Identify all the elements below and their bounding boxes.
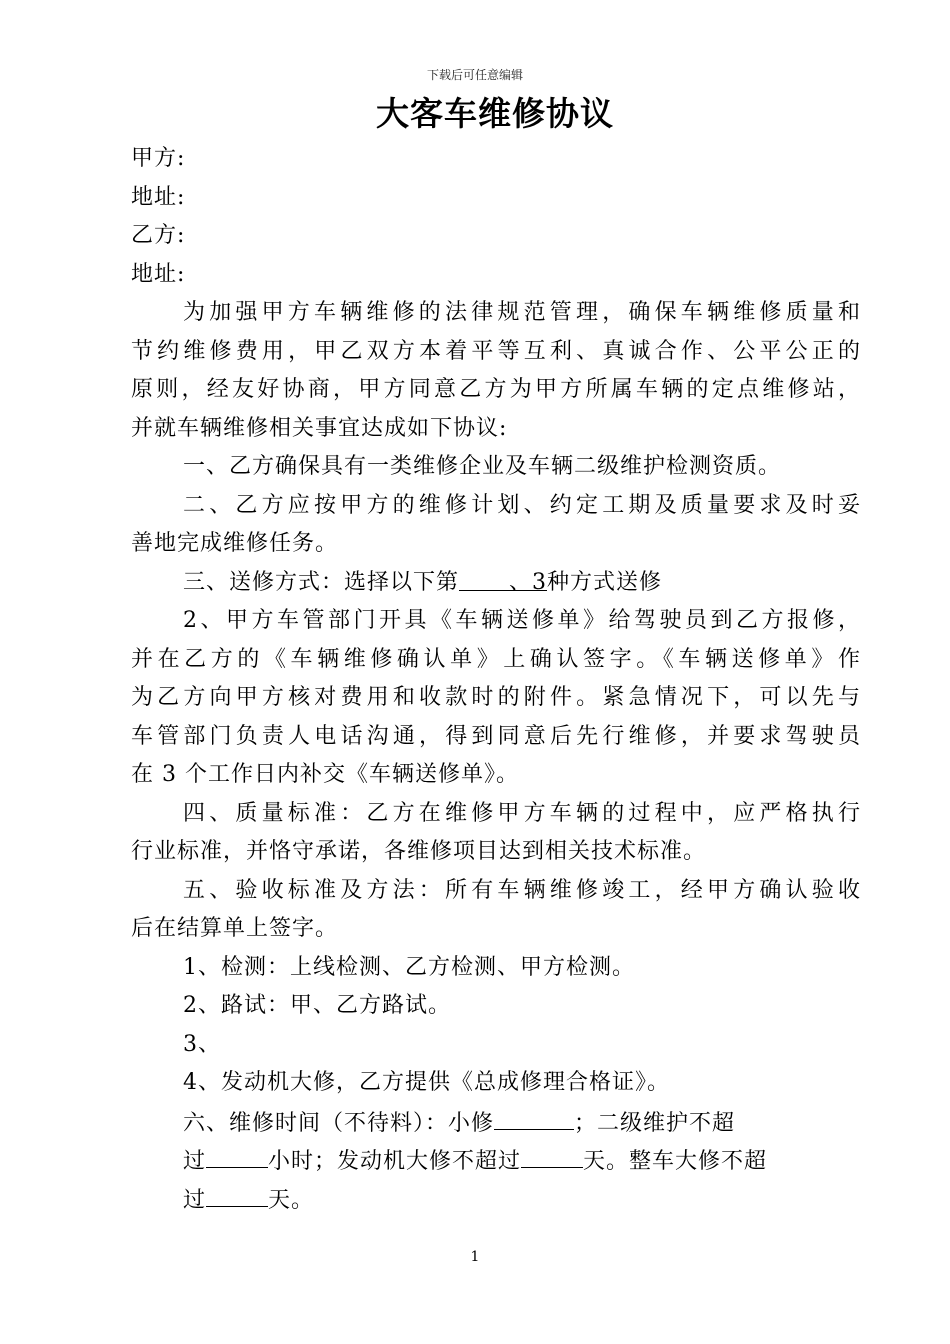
- clause-5-item: 2、路试：甲、乙方路试。: [183, 993, 451, 1018]
- clause-6-text: 天。整车大修不超: [583, 1149, 768, 1174]
- address-b-label: 地址:: [131, 261, 186, 287]
- clause-5-line: 后在结算单上签字。: [131, 916, 339, 941]
- document-body: [131, 140, 861, 1218]
- vehicle-overhaul-days-blank: [206, 1180, 268, 1207]
- clause-5-item: 4、发动机大修，乙方提供《总成修理合格证》。: [183, 1070, 670, 1095]
- clause-2-line: 善地完成维修任务。: [131, 531, 339, 556]
- minor-repair-blank: [494, 1103, 574, 1130]
- clause-6-line: [131, 1180, 861, 1219]
- clause-5-item: 1、检测：上线检测、乙方检测、甲方检测。: [183, 954, 635, 980]
- clause-3-item2-line: 在 3 个工作日内补交《车辆送修单》。: [131, 762, 519, 787]
- clause-1: 一、乙方确保具有一类维修企业及车辆二级维护检测资质。: [183, 454, 782, 479]
- clause-6-line: [131, 1141, 861, 1180]
- party-b-label: 乙方:: [131, 223, 186, 248]
- clause-6-text: 六、维修时间（不待料）：小修: [183, 1110, 495, 1136]
- header-note: 下载后可任意编辑: [426, 68, 523, 82]
- maintenance-hours-blank: [206, 1141, 268, 1168]
- clause-3-item2-line: 为乙方向甲方核对费用和收款时的附件。紧急情况下，可以先与: [131, 685, 861, 710]
- document-title: 大客车维修协议: [376, 94, 614, 133]
- clause-3-suffix: 种方式送修: [547, 569, 663, 595]
- clause-2-line: 二、乙方应按甲方的维修计划、约定工期及质量要求及时妥: [183, 492, 861, 518]
- clause-6-text: 小时；发动机大修不超过: [268, 1149, 522, 1174]
- clause-6-text: 过: [183, 1149, 207, 1174]
- clause-6-text: ；二级维护不超: [574, 1110, 736, 1136]
- clause-3-item2-line: 并在乙方的《车辆维修确认单》上确认签字。《车辆送修单》作: [131, 646, 861, 672]
- clause-5-line: 五、验收标准及方法：所有车辆维修竣工，经甲方确认验收: [183, 877, 861, 903]
- intro-line: 并就车辆维修相关事宜达成如下协议:: [131, 415, 508, 441]
- clause-3-blank: 、3: [459, 564, 547, 591]
- address-a-label: 地址:: [131, 184, 186, 210]
- clause-4-line: 行业标准，并恪守承诺，各维修项目达到相关技术标准。: [131, 839, 707, 864]
- clause-5-item: 3、: [183, 1031, 221, 1057]
- intro-line: 为加强甲方车辆维修的法律规范管理，确保车辆维修质量和: [183, 300, 861, 325]
- clause-4-line: 四、质量标准：乙方在维修甲方车辆的过程中，应严格执行: [183, 800, 861, 826]
- engine-overhaul-days-blank: [521, 1141, 583, 1168]
- clause-3-item2-line: 2、甲方车管部门开具《车辆送修单》给驾驶员到乙方报修，: [183, 608, 861, 633]
- clause-6-line: [131, 1103, 861, 1142]
- clause-6-text: 天。: [268, 1187, 315, 1213]
- page-number: 1: [470, 1249, 480, 1265]
- clause-3: [131, 564, 861, 603]
- intro-line: 原则，经友好协商，甲方同意乙方为甲方所属车辆的定点维修站，: [131, 377, 861, 402]
- clause-3-item2-line: 车管部门负责人电话沟通，得到同意后先行维修，并要求驾驶员: [131, 723, 861, 749]
- intro-line: 节约维修费用，甲乙双方本着平等互利、真诚合作、公平公正的: [131, 338, 861, 364]
- clause-6-text: 过: [183, 1187, 207, 1213]
- party-a-label: 甲方:: [131, 146, 186, 171]
- clause-3-prefix: 三、送修方式：选择以下第: [183, 569, 460, 595]
